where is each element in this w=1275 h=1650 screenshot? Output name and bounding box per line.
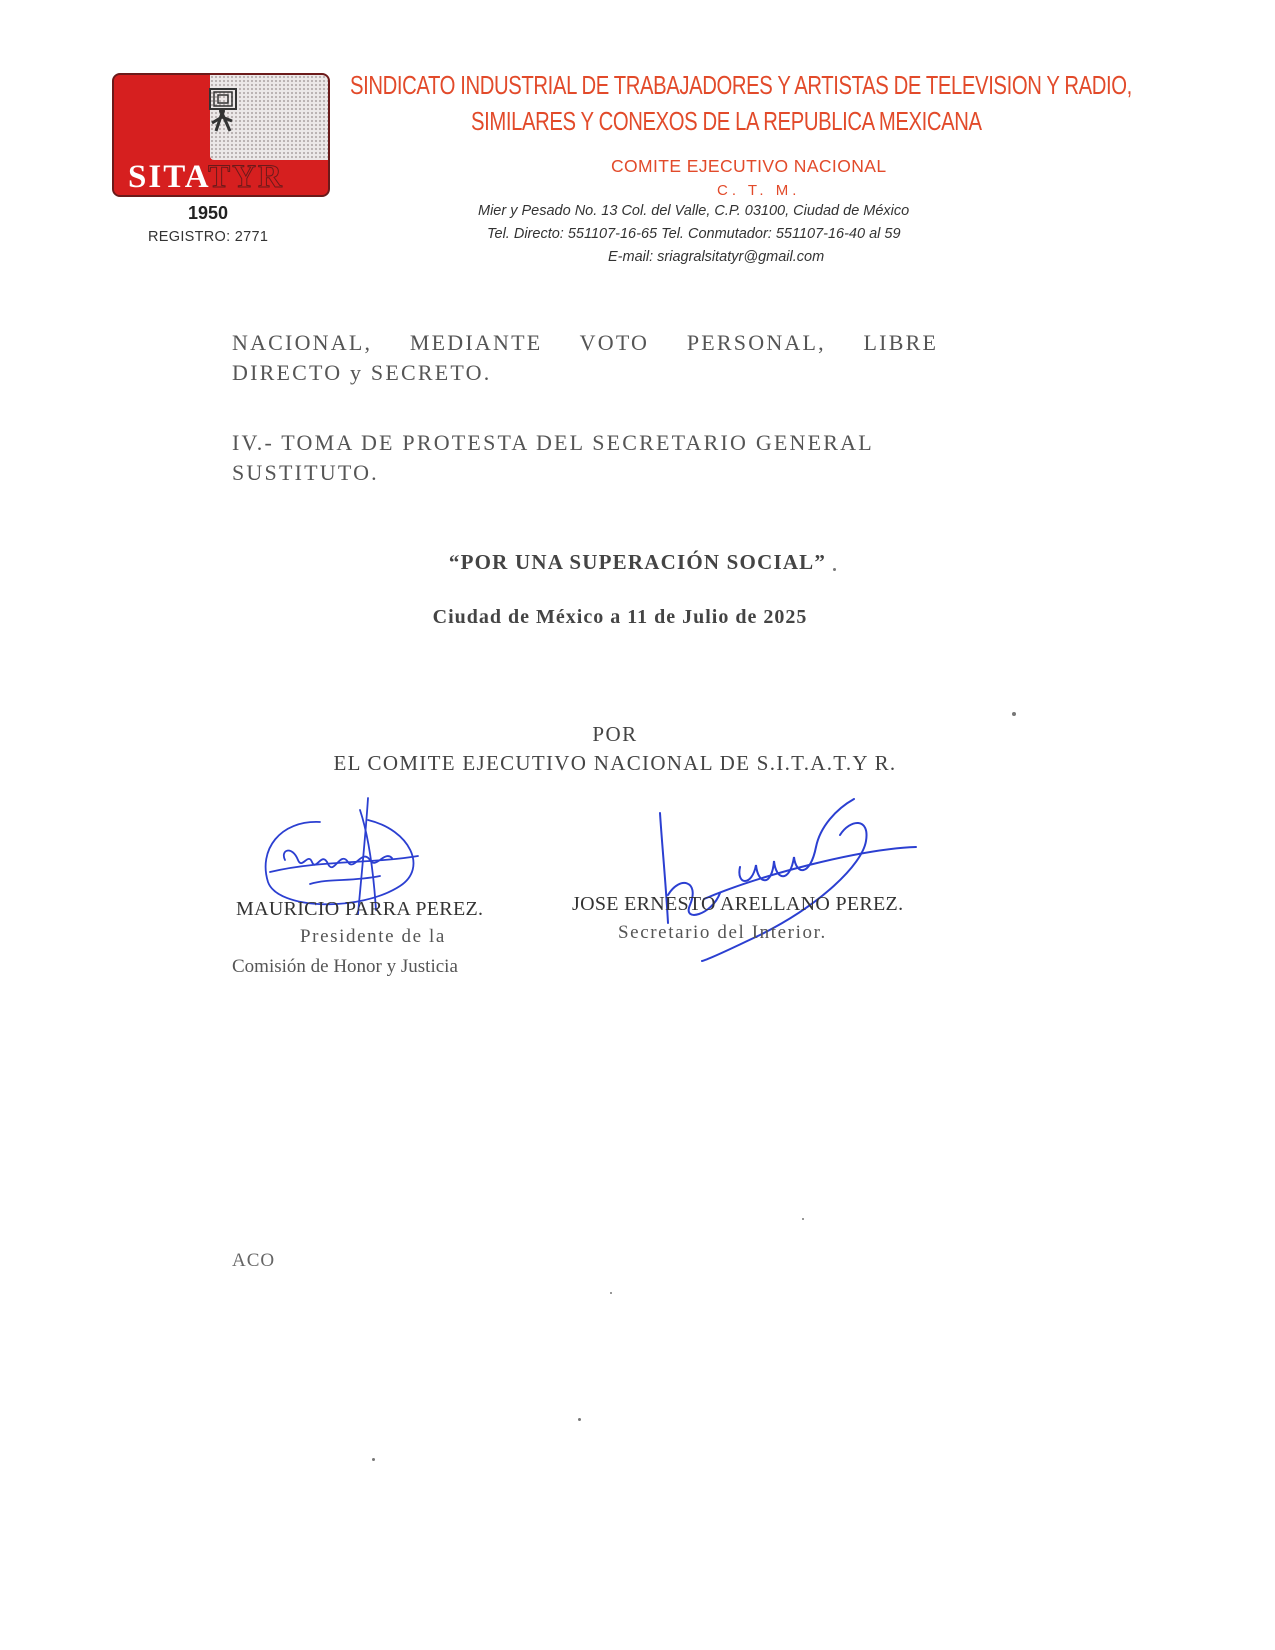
org-name-line1: SINDICATO INDUSTRIAL DE TRABAJADORES Y ARTISTAS DE TELEVISION Y RADIO, <box>350 70 1132 100</box>
signatory-1-name: MAURICIO PARRA PEREZ. <box>236 898 484 920</box>
committee-heading: COMITE EJECUTIVO NACIONAL <box>611 156 887 176</box>
signatory-2-role: Secretario del Interior. <box>618 922 827 943</box>
ctm-heading: C. T. M. <box>717 182 801 199</box>
motto: “POR UNA SUPERACIÓN SOCIAL” <box>448 550 827 574</box>
founding-year: 1950 <box>188 203 229 223</box>
scan-speck <box>610 1292 612 1294</box>
signatory-1-role-line-2: Comisión de Honor y Justicia <box>232 956 458 977</box>
paragraph-2-line-2: SUSTITUTO. <box>232 460 379 485</box>
scan-speck <box>1012 712 1016 716</box>
scan-speck <box>833 568 836 571</box>
paragraph-2-line-1: IV.- TOMA DE PROTESTA DEL SECRETARIO GENERAL <box>232 430 874 455</box>
signatory-1-role-line-1: Presidente de la <box>300 926 446 947</box>
registration-number: REGISTRO: 2771 <box>148 229 269 245</box>
logo-wordmark: SITATYR <box>128 159 284 195</box>
sitatyr-emblem-icon <box>202 87 272 165</box>
signatory-2-name: JOSE ERNESTO ARELLANO PEREZ. <box>572 893 904 915</box>
paragraph-1-line-1: NACIONAL, MEDIANTE VOTO PERSONAL, LIBRE <box>232 330 939 355</box>
scan-speck <box>802 1218 804 1220</box>
phone-line: Tel. Directo: 551107-16-65 Tel. Conmutador: 551107-16-40 al 59 <box>487 226 901 242</box>
email-line: E-mail: sriagralsitatyr@gmail.com <box>608 249 825 265</box>
paragraph-1-line-2: DIRECTO y SECRETO. <box>232 360 492 385</box>
date-line: Ciudad de México a 11 de Julio de 2025 <box>432 606 808 628</box>
address-line: Mier y Pesado No. 13 Col. del Valle, C.P. 03100, Ciudad de México <box>478 203 910 219</box>
scan-speck <box>372 1458 375 1461</box>
committee-signature-heading: EL COMITE EJECUTIVO NACIONAL DE S.I.T.A.T.Y R. <box>333 751 897 775</box>
union-logo <box>112 73 330 197</box>
author-initials: ACO <box>232 1250 276 1271</box>
por-heading: POR <box>592 722 638 746</box>
scan-speck <box>578 1418 581 1421</box>
org-name-line2: SIMILARES Y CONEXOS DE LA REPUBLICA MEXICANA <box>471 106 982 136</box>
